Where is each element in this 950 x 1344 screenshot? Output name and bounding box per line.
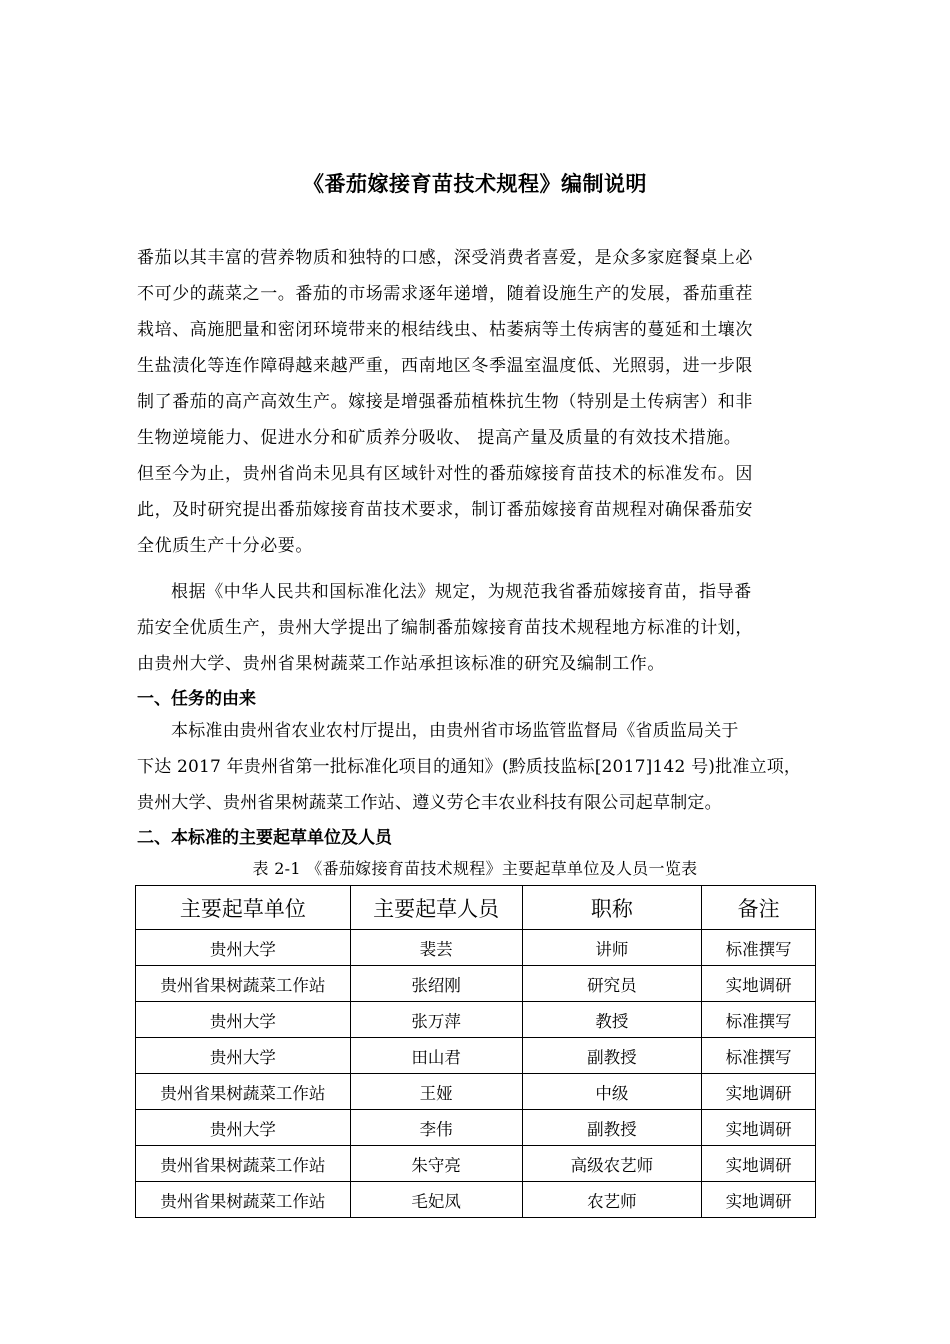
cell-unit: 贵州大学 [136,930,351,966]
section-1-line: 贵州大学、贵州省果树蔬菜工作站、遵义劳仑丰农业科技有限公司起草制定。 [137,793,722,813]
cell-person: 田山君 [350,1038,522,1074]
cell-note: 实地调研 [702,1110,816,1146]
cell-unit: 贵州大学 [136,1110,351,1146]
table-row [136,1002,816,1038]
intro-line: 栽培、高施肥量和密闭环境带来的根结线虫、枯萎病等土传病害的蔓延和土壤次 [137,320,753,340]
cell-note: 实地调研 [702,1182,816,1218]
cell-person: 裴芸 [350,930,522,966]
cell-title: 教授 [522,1002,702,1038]
section-1-line: 下达 2017 年贵州省第一批标准化项目的通知》(黔质技监标[2017]142 号)批准立项， [137,757,802,777]
intro-paragraph [137,240,827,564]
cell-title: 农艺师 [522,1182,702,1218]
cell-person: 毛妃凤 [350,1182,522,1218]
table-row [136,1074,816,1110]
basis-line: 茄安全优质生产，贵州大学提出了编制番茄嫁接育苗技术规程地方标准的计划， [137,618,753,638]
basis-line: 根据《中华人民共和国标准化法》规定，为规范我省番茄嫁接育苗，指导番 [171,582,752,602]
table-row [136,1146,816,1182]
cell-note: 标准撰写 [702,930,816,966]
header-title: 职称 [522,886,702,930]
table-row [136,1038,816,1074]
header-unit: 主要起草单位 [136,886,351,930]
cell-note: 实地调研 [702,1074,816,1110]
basis-paragraph [137,574,827,682]
cell-title: 高级农艺师 [522,1146,702,1182]
cell-title: 讲师 [522,930,702,966]
cell-unit: 贵州省果树蔬菜工作站 [136,1182,351,1218]
basis-line: 由贵州大学、贵州省果树蔬菜工作站承担该标准的研究及编制工作。 [137,654,665,674]
cell-note: 标准撰写 [702,1002,816,1038]
intro-line: 但至今为止，贵州省尚未见具有区域针对性的番茄嫁接育苗技术的标准发布。因 [137,464,753,484]
table-header-row [136,886,816,930]
table-row [136,930,816,966]
cell-unit: 贵州省果树蔬菜工作站 [136,1074,351,1110]
cell-person: 张万萍 [350,1002,522,1038]
cell-unit: 贵州大学 [136,1002,351,1038]
cell-person: 李伟 [350,1110,522,1146]
section-1-paragraph [137,713,837,821]
cell-title: 副教授 [522,1038,702,1074]
table-row [136,1110,816,1146]
header-note: 备注 [702,886,816,930]
table-row [136,1182,816,1218]
cell-person: 张绍刚 [350,966,522,1002]
cell-note: 实地调研 [702,966,816,1002]
cell-unit: 贵州大学 [136,1038,351,1074]
intro-line: 全优质生产十分必要。 [137,536,313,556]
cell-title: 研究员 [522,966,702,1002]
cell-title: 副教授 [522,1110,702,1146]
section-2-heading: 二、本标准的主要起草单位及人员 [137,828,392,848]
intro-line: 制了番茄的高产高效生产。嫁接是增强番茄植株抗生物（特别是土传病害）和非 [137,392,753,412]
cell-person: 朱守亮 [350,1146,522,1182]
intro-line: 此，及时研究提出番茄嫁接育苗技术要求，制订番茄嫁接育苗规程对确保番茄安 [137,500,753,520]
cell-person: 王娅 [350,1074,522,1110]
cell-unit: 贵州省果树蔬菜工作站 [136,966,351,1002]
header-person: 主要起草人员 [350,886,522,930]
cell-title: 中级 [522,1074,702,1110]
cell-note: 实地调研 [702,1146,816,1182]
section-1-heading: 一、任务的由来 [137,689,256,709]
drafters-table [135,885,816,1218]
cell-unit: 贵州省果树蔬菜工作站 [136,1146,351,1182]
intro-line: 生盐渍化等连作障碍越来越严重，西南地区冬季温室温度低、光照弱，进一步限 [137,356,753,376]
document-title: 《番茄嫁接育苗技术规程》编制说明 [303,172,647,196]
table-row [136,966,816,1002]
section-1-line: 本标准由贵州省农业农村厅提出，由贵州省市场监管监督局《省质监局关于 [171,721,739,741]
intro-line: 生物逆境能力、促进水分和矿质养分吸收、 提高产量及质量的有效技术措施。 [137,428,742,448]
cell-note: 标准撰写 [702,1038,816,1074]
intro-line: 番茄以其丰富的营养物质和独特的口感，深受消费者喜爱，是众多家庭餐桌上必 [137,248,753,268]
intro-line: 不可少的蔬菜之一。番茄的市场需求逐年递增，随着设施生产的发展，番茄重茬 [137,284,753,304]
table-caption: 表 2-1 《番茄嫁接育苗技术规程》主要起草单位及人员一览表 [252,859,698,878]
